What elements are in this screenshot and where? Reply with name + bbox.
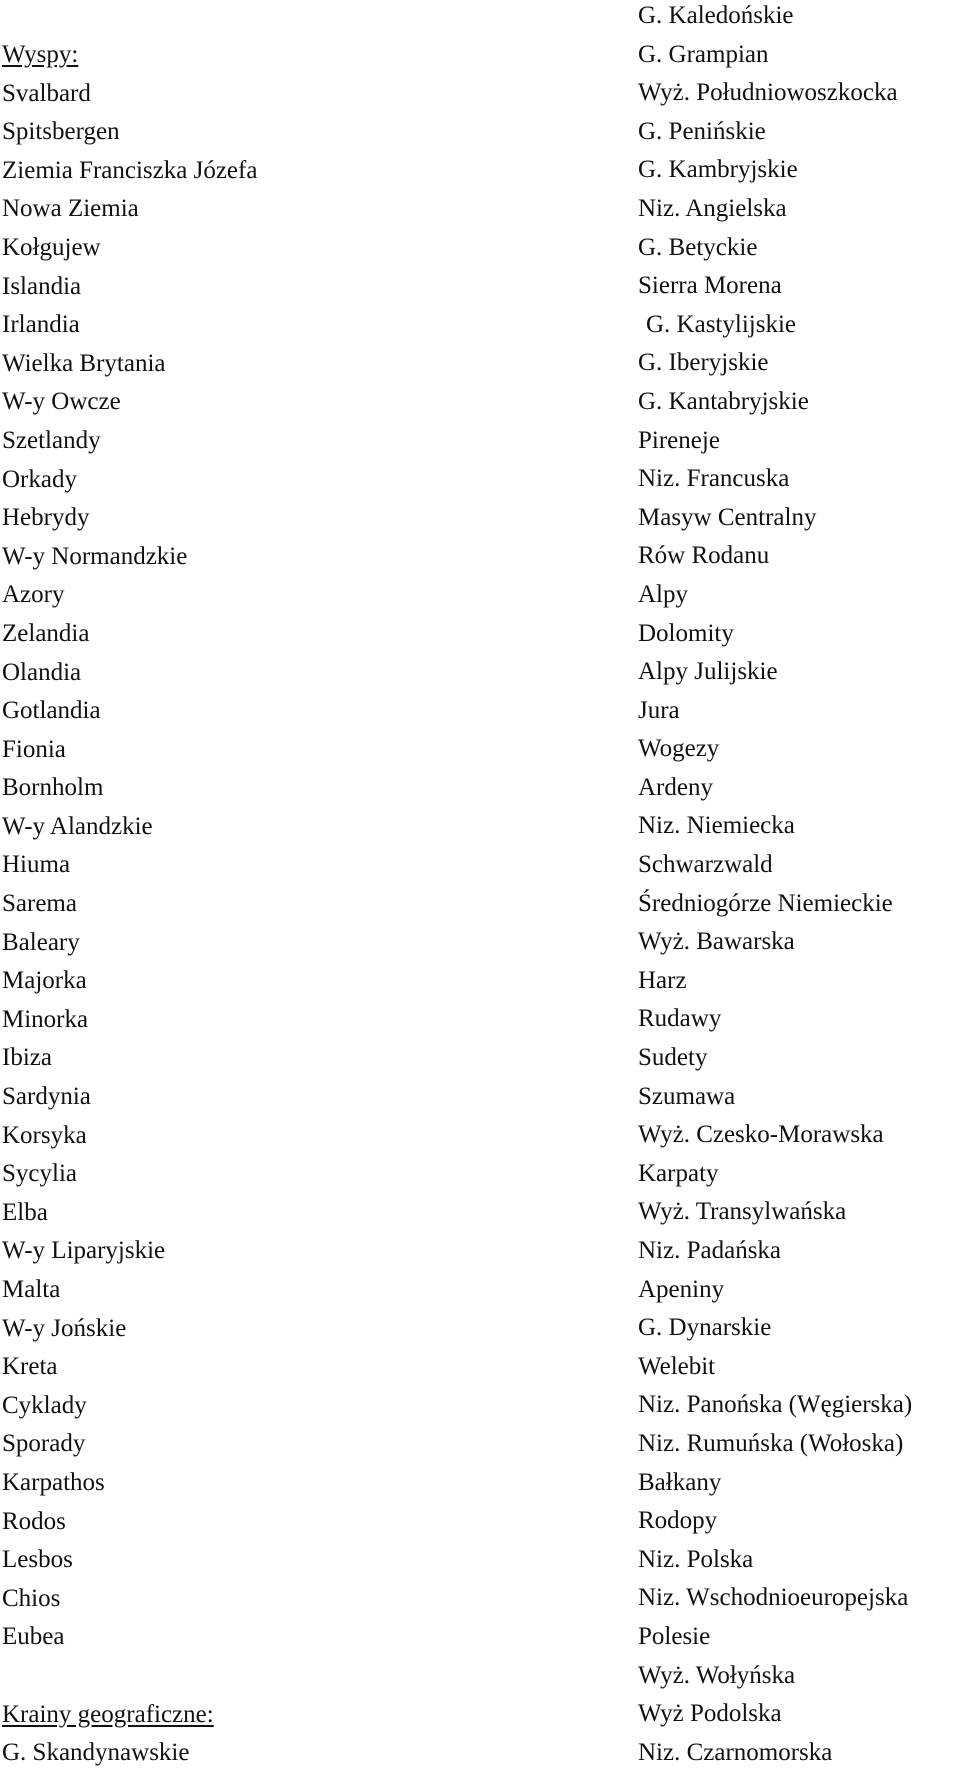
island-item: Ziemia Franciszka Józefa: [2, 156, 258, 184]
island-item: Korsyka: [2, 1121, 87, 1149]
region-item: Niz. Wschodnioeuropejska: [638, 1584, 909, 1612]
region-item: Schwarzwald: [638, 851, 773, 879]
region-item: Apeniny: [638, 1275, 725, 1303]
region-item: Welebit: [638, 1352, 716, 1380]
island-item: Sarema: [2, 890, 77, 918]
region-item: Sudety: [638, 1044, 708, 1072]
region-item: Średniogórze Niemieckie: [638, 889, 893, 917]
island-item: Olandia: [2, 658, 82, 686]
island-item: Lesbos: [2, 1546, 73, 1574]
island-item: Spitsbergen: [2, 118, 120, 146]
island-item: Orkady: [2, 465, 77, 493]
left-column: [2, 36, 562, 1773]
region-item: Niz. Czarnomorska: [638, 1738, 833, 1766]
region-item: G. Kantabryjskie: [638, 387, 809, 415]
island-item: W-y Liparyjskie: [2, 1237, 166, 1265]
island-item: W-y Alandzkie: [2, 812, 153, 840]
island-item: Eubea: [2, 1623, 65, 1651]
region-item: G. Penińskie: [638, 117, 766, 145]
region-item: Alpy: [638, 580, 688, 608]
region-item: Niz. Padańska: [638, 1237, 782, 1264]
region-item: Rodopy: [638, 1507, 718, 1535]
right-column: [638, 0, 960, 1772]
island-item: W-y Jońskie: [2, 1314, 127, 1342]
island-item: W-y Owcze: [2, 388, 121, 416]
island-item: Kreta: [2, 1353, 58, 1381]
region-item: Jura: [638, 696, 680, 724]
region-item: Harz: [638, 966, 687, 994]
island-item: Elba: [2, 1198, 48, 1226]
region-item: Niz. Francuska: [638, 465, 790, 493]
island-item: Hebrydy: [2, 504, 90, 532]
region-item: Ardeny: [638, 773, 713, 801]
island-item: Islandia: [2, 272, 82, 300]
region-item: Karpaty: [638, 1159, 719, 1187]
island-item: Irlandia: [2, 311, 80, 339]
region-item: G. Betyckie: [638, 233, 758, 261]
region-item: G. Iberyjskie: [638, 349, 769, 377]
region-item: Niz. Polska: [638, 1545, 754, 1573]
region-item: Niz. Niemiecka: [638, 812, 795, 840]
region-item: Niz. Angielska: [638, 194, 787, 222]
region-item: Wogezy: [638, 735, 720, 763]
region-item: G. Kambryjskie: [638, 156, 798, 184]
region-item: Rów Rodanu: [638, 542, 770, 570]
region-item: Rudawy: [638, 1005, 722, 1033]
region-item: G. Dynarskie: [638, 1314, 772, 1342]
regions-heading: Krainy geograficzne:: [2, 1700, 214, 1728]
region-item: G. Kastylijskie: [646, 310, 796, 338]
region-item: Masyw Centralny: [638, 503, 817, 531]
region-item: Niz. Panońska (Węgierska): [638, 1391, 913, 1419]
island-item: Gotlandia: [2, 697, 101, 725]
region-item: Bałkany: [638, 1468, 722, 1496]
island-item: Nowa Ziemia: [2, 195, 139, 223]
island-item: Majorka: [2, 967, 87, 995]
region-item: Wyż. Południowoszkocka: [638, 79, 898, 107]
island-item: Sycylia: [2, 1160, 77, 1188]
island-item: Bornholm: [2, 774, 104, 802]
island-item: Svalbard: [2, 79, 91, 107]
region-item: Alpy Julijskie: [638, 658, 778, 686]
region-item: G. Grampian: [638, 40, 769, 68]
region-item: Polesie: [638, 1622, 711, 1650]
region-item: G. Kaledońskie: [638, 2, 794, 29]
island-item: Hiuma: [2, 851, 71, 879]
island-item: Malta: [2, 1276, 61, 1303]
region-item: Wyż. Wołyńska: [638, 1661, 796, 1689]
island-item: Fionia: [2, 735, 66, 763]
island-item: Zelandia: [2, 619, 90, 647]
region-item: Dolomity: [638, 619, 734, 647]
region-item: Szumawa: [638, 1082, 736, 1110]
island-item: Szetlandy: [2, 426, 101, 454]
island-item: Minorka: [2, 1005, 89, 1033]
island-item: Sporady: [2, 1430, 86, 1458]
region-item: Wyż. Transylwańska: [638, 1198, 847, 1226]
region-item: Wyż. Czesko-Morawska: [638, 1121, 884, 1149]
region-item: Wyż. Bawarska: [638, 928, 795, 956]
island-item: Baleary: [2, 928, 80, 956]
region-item: Sierra Morena: [638, 272, 782, 300]
island-item: Wielka Brytania: [2, 349, 166, 377]
island-item: Cyklady: [2, 1391, 87, 1419]
region-item: Niz. Rumuńska (Wołoska): [638, 1429, 904, 1457]
islands-heading: Wyspy:: [2, 41, 79, 68]
section-spacer: [2, 1657, 562, 1696]
island-item: Karpathos: [2, 1468, 105, 1496]
region-item: Pireneje: [638, 426, 720, 454]
island-item: W-y Normandzkie: [2, 542, 188, 570]
island-item: Rodos: [2, 1507, 66, 1535]
island-item: Chios: [2, 1584, 61, 1612]
region-item: G. Skandynawskie: [2, 1739, 190, 1767]
region-item: Wyż Podolska: [638, 1700, 782, 1728]
island-item: Kołgujew: [2, 233, 101, 261]
island-item: Sardynia: [2, 1083, 91, 1111]
island-item: Azory: [2, 581, 65, 609]
island-item: Ibiza: [2, 1044, 52, 1072]
